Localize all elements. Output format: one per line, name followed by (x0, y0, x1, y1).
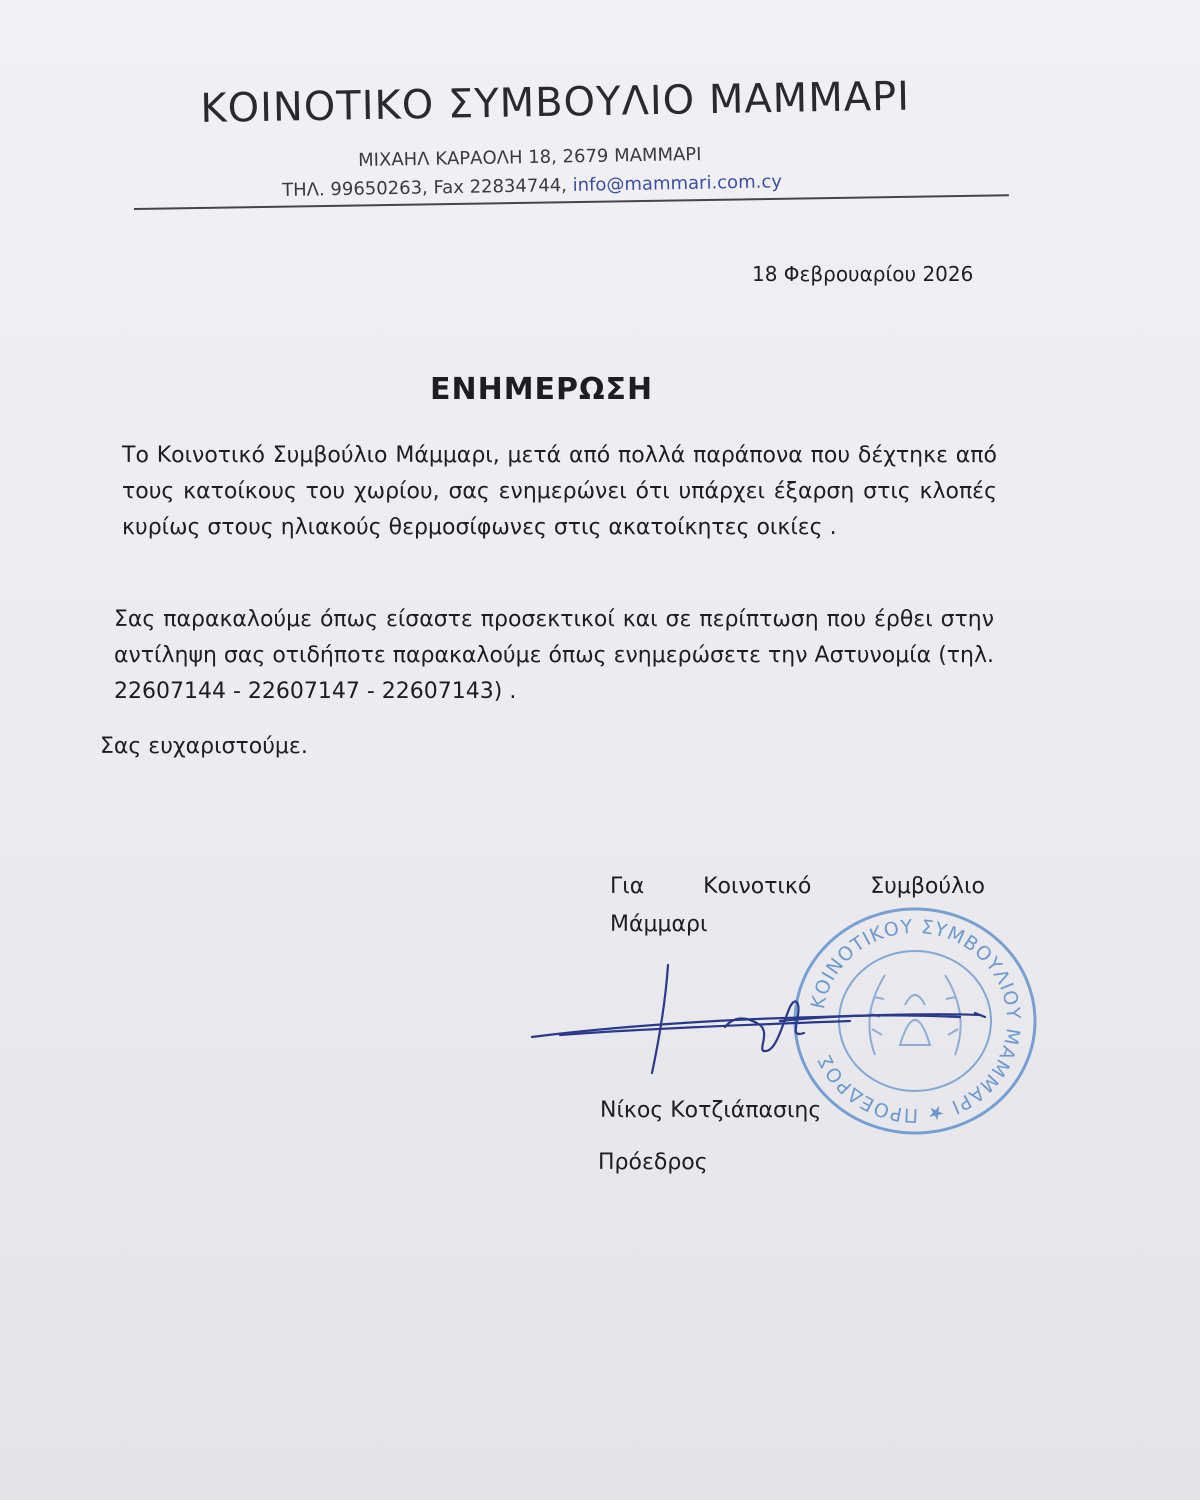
organization-contact (282, 171, 782, 201)
letter-heading: ΕΝΗΜΕΡΩΣΗ (430, 372, 654, 407)
stamp-text: ΚΟΙΝΟΤΙΚΟΥ ΣΥΜΒΟΥΛΙΟΥ ΜΑΜΜΑΡΙ ★ ΠΡΟΕΔΡΟΣ (806, 915, 1025, 1127)
on-behalf-line: Για Κοινοτικό Συμβούλιο Μάμμαρι (610, 874, 985, 937)
body-paragraph-2: Σας παρακαλούμε όπως είσαστε προσεκτικοί και σε περίπτωση που έρθει στην αντίληψη σας οτιδήποτε παρακαλούμε όπως ενημερώσετε την Αστυνομία (τηλ. 22607144 - 22607147 - 22607143) . (114, 607, 994, 704)
phone-fax: ΤΗΛ. 99650263, Fax 22834744, (282, 175, 568, 201)
closing-line: Σας ευχαριστούμε. (100, 734, 308, 759)
email-address: info@mammari.com.cy (572, 171, 783, 196)
handwritten-signature (520, 955, 990, 1075)
body-paragraph-1: Το Κοινοτικό Συμβούλιο Μάμμαρι, μετά από πολλά παράπονα που δέχτηκε από τους κατοίκους του χωρίου, σας ενημερώνει ότι υπάρχει έξαρση στις κλοπές κυρίως στους ηλιακούς θερμοσίφωνες στις ακατοίκητες οικίες . (122, 443, 997, 540)
signatory-name: Νίκος Κοτζιάπασιης (600, 1098, 822, 1123)
organization-title: ΚΟΙΝΟΤΙΚΟ ΣΥΜΒΟΥΛΙΟ ΜΑΜΜΑΡΙ (200, 73, 911, 132)
letterhead-divider (134, 194, 1009, 210)
signatory-title: Πρόεδρος (598, 1150, 708, 1175)
letter-date: 18 Φεβρουαρίου 2026 (752, 262, 974, 286)
organization-address: ΜΙΧΑΗΛ ΚΑΡΑΟΛΗ 18, 2679 ΜΑΜΜΑΡΙ (358, 144, 702, 171)
